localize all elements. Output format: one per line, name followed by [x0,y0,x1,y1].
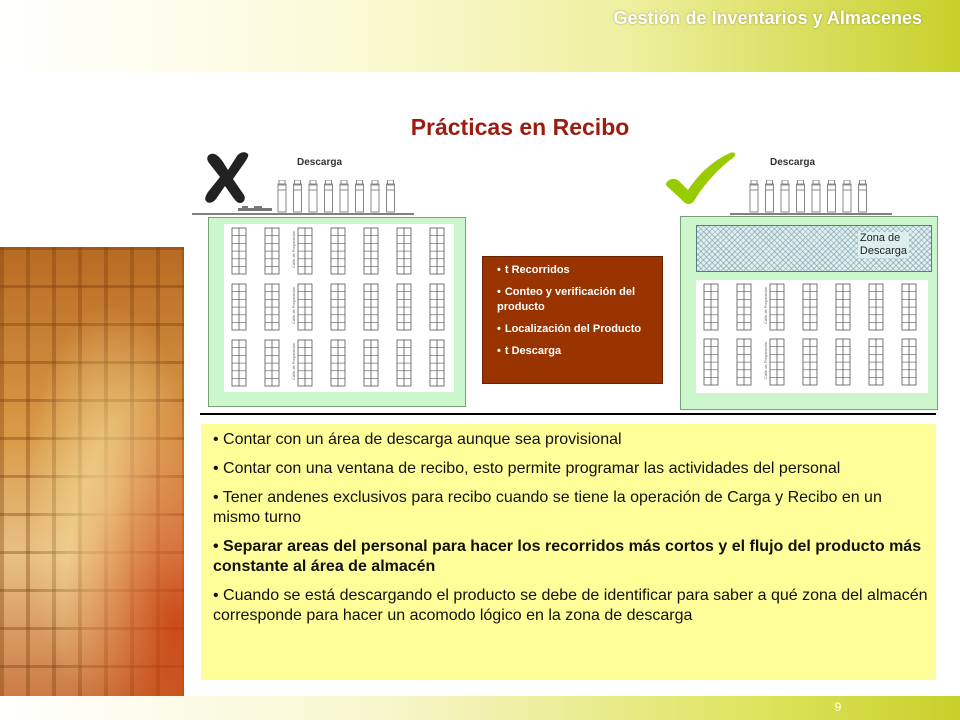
left-rack-area [224,224,454,392]
practice-text: Contar con un área de descarga aunque sea provisional [223,431,622,448]
storage-rack [298,340,312,386]
truck-icon [278,180,286,212]
storage-rack [265,284,279,330]
practice-text: Separar areas del personal para hacer los recorridos más cortos y el flujo del producto más constante al área de almacén [213,538,922,575]
benefit-item: • Conteo y verificación del producto [497,286,636,313]
benefit-item-text: Localización del Producto [504,323,642,335]
header-title: Gestión de Inventarios y Almacenes [613,8,922,28]
practice-bullet: • Tener andenes exclusivos para recibo cuando se tiene la operación de Carga y Recibo en un mismo turno [213,489,882,526]
receiving-zone-label [858,232,909,258]
storage-rack [704,284,718,330]
practice-bullet: • Contar con una ventana de recibo, esto permite programar las actividades del personal [213,460,841,477]
truck-icon [812,180,820,212]
truck-icon [325,180,333,212]
right-truck-row [746,180,876,214]
storage-rack [737,284,751,330]
best-practices-panel [201,424,936,680]
left-rack-grid [224,224,454,392]
storage-rack [232,340,246,386]
receiving-benefits-box [482,256,663,384]
truck-icon [766,180,774,212]
truck-icon [828,180,836,212]
storage-rack [430,340,444,386]
aisle-label: Calle de Preparación [763,341,768,379]
left-truck-row [274,180,404,214]
truck-icon [371,180,379,212]
storage-rack [298,228,312,274]
slide-title: Prácticas en Recibo [410,114,630,140]
practice-bullet: • Contar con un área de descarga aunque sea provisional [213,431,622,448]
storage-rack [803,284,817,330]
page-number: 9 [834,700,842,714]
footer-band [0,696,960,720]
storage-rack [397,228,411,274]
right-rack-grid [696,280,928,393]
truck-icon [340,180,348,212]
storage-rack [737,339,751,385]
truck-icon [387,180,395,212]
truck-icon [843,180,851,212]
x-mark-icon [197,150,257,206]
storage-rack [770,339,784,385]
aisle-label: Calle de Preparación [291,230,296,268]
benefit-item: • t Descarga [497,345,562,357]
storage-rack [364,228,378,274]
truck-icon [797,180,805,212]
storage-rack [836,284,850,330]
storage-rack [364,340,378,386]
storage-rack [331,228,345,274]
practice-bullet: • Cuando se está descargando el producto se debe de identificar para saber a qué zona del almacén corresponde para hacer un acomodo lógico en la zona de descarga [213,587,928,624]
storage-rack [869,339,883,385]
header-band [0,0,960,72]
zone-label-line1: Zona de [859,232,901,244]
storage-rack [803,339,817,385]
left-dock-label: Descarga [297,157,343,168]
storage-rack [331,340,345,386]
left-warehouse [208,217,466,407]
zone-label-line2: Descarga [859,245,907,257]
benefit-item-text: Conteo y verificación del producto [497,286,636,313]
aisle-label: Calle de Preparación [291,342,296,380]
benefit-item-text: t Descarga [504,345,562,357]
aisle-label: Calle de Preparación [291,286,296,324]
practice-text: Contar con una ventana de recibo, esto permite programar las actividades del personal [223,460,841,477]
truck-icon [781,180,789,212]
storage-rack [232,228,246,274]
section-divider [200,413,936,415]
storage-rack [397,284,411,330]
benefit-item: • Localización del Producto [497,323,642,335]
aisle-label: Calle de Preparación [763,286,768,324]
benefit-item-text: t Recorridos [504,264,570,276]
storage-rack [331,284,345,330]
storage-rack [265,340,279,386]
storage-rack [364,284,378,330]
storage-rack [430,284,444,330]
storage-rack [265,228,279,274]
storage-rack [902,284,916,330]
receiving-zone [696,225,932,272]
storage-rack [397,340,411,386]
storage-rack [430,228,444,274]
left-unloaded-goods [236,206,276,214]
warehouse-forklift-photo [0,247,184,720]
practice-text: Cuando se está descargando el producto se debe de identificar para saber a qué zona del almacén corresponde para hacer un acomodo lógico en la zona de descarga [213,587,928,624]
truck-icon [859,180,867,212]
right-dock-label: Descarga [770,157,816,168]
storage-rack [704,339,718,385]
right-warehouse [680,216,938,410]
truck-icon [750,180,758,212]
storage-rack [770,284,784,330]
storage-rack [902,339,916,385]
storage-rack [836,339,850,385]
benefit-item: • t Recorridos [497,264,570,276]
storage-rack [298,284,312,330]
right-rack-area [696,280,928,393]
practice-text: Tener andenes exclusivos para recibo cuando se tiene la operación de Carga y Recibo en un mismo turno [213,489,882,526]
check-mark-icon [664,150,738,206]
storage-rack [232,284,246,330]
truck-icon [309,180,317,212]
practice-bullet: • Separar areas del personal para hacer los recorridos más cortos y el flujo del producto más constante al área de almacén [213,538,922,575]
truck-icon [356,180,364,212]
truck-icon [294,180,302,212]
storage-rack [869,284,883,330]
